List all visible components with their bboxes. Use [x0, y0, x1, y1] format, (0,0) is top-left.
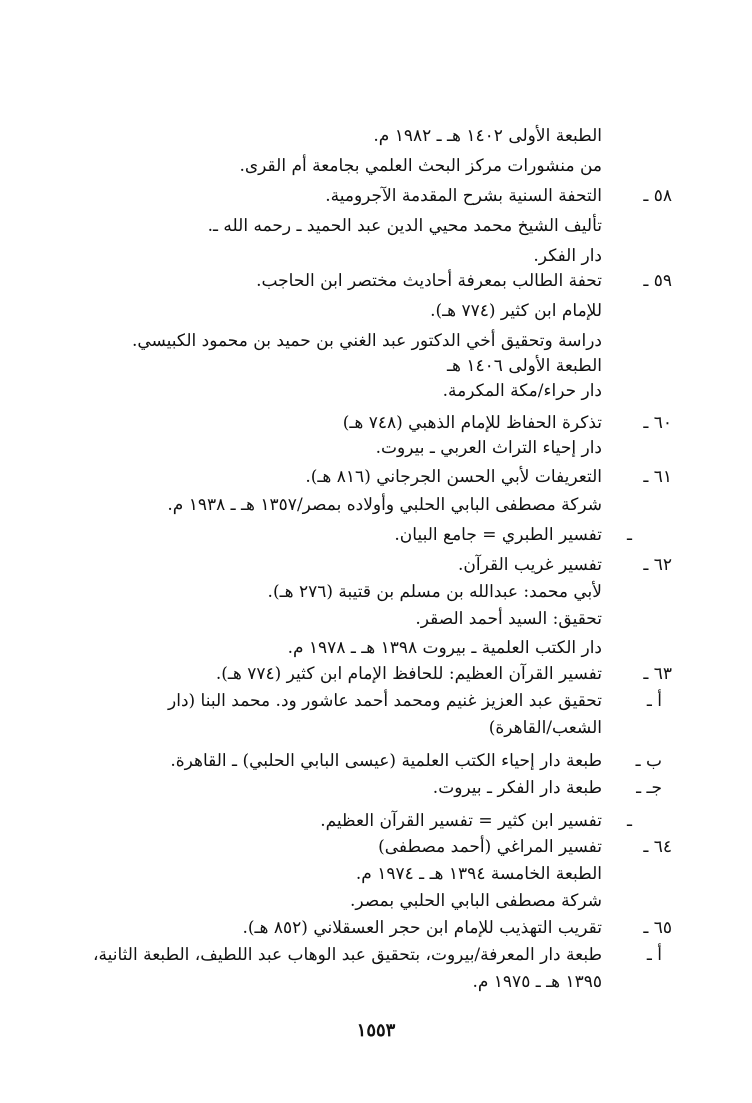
text-line: دار الكتب العلمية ـ بيروت ١٣٩٨ هـ ـ ١٩٧٨ م. — [287, 638, 602, 658]
text-line: تأليف الشيخ محمد محيي الدين عبد الحميد ـ رحمه الله ـ. — [207, 216, 602, 236]
entry-title: تفسير القرآن العظيم: للحافظ الإمام ابن كثير (٧٧٤ هـ). — [215, 664, 602, 684]
entry-number: ٦٥ ـ — [643, 918, 672, 938]
text-line: دراسة وتحقيق أخي الدكتور عبد الغني بن حميد بن محمود الكبيسي. — [131, 331, 602, 351]
text-line: دار حراء/مكة المكرمة. — [442, 381, 602, 401]
sub-item-marker: ب ـ — [635, 751, 662, 771]
text-line: ١٣٩٥ هـ ـ ١٩٧٥ م. — [472, 972, 602, 992]
entry-number: ٦٤ ـ — [643, 837, 672, 857]
sub-item-marker: أ ـ — [646, 691, 662, 711]
sub-item-text: طبعة دار المعرفة/بيروت، بتحقيق عبد الوهاب عبد اللطيف، الطبعة الثانية، — [93, 945, 602, 965]
text-line: الشعب/القاهرة) — [488, 718, 602, 738]
sub-item-text: تحقيق عبد العزيز غنيم ومحمد أحمد عاشور ود. محمد البنا (دار — [168, 691, 602, 711]
sub-item-text: طبعة دار إحياء الكتب العلمية (عيسى البابي الحلبي) ـ القاهرة. — [170, 751, 602, 771]
text-line: من منشورات مركز البحث العلمي بجامعة أم القرى. — [239, 156, 602, 176]
entry-title: تفسير غريب القرآن. — [457, 555, 602, 575]
cross-reference: تفسير الطبري = جامع البيان. — [394, 525, 602, 545]
entry-number: ٦٣ ـ — [643, 664, 672, 684]
cross-reference: تفسير ابن كثير = تفسير القرآن العظيم. — [320, 811, 602, 831]
entry-number: ٦١ ـ — [643, 467, 672, 487]
text-line: الطبعة الخامسة ١٣٩٤ هـ ـ ١٩٧٤ م. — [355, 864, 602, 884]
entry-title: التعريفات لأبي الحسن الجرجاني (٨١٦ هـ). — [305, 467, 602, 487]
text-line: شركة مصطفى البابي الحلبي بمصر. — [349, 891, 602, 911]
text-line: دار إحياء التراث العربي ـ بيروت. — [375, 438, 602, 458]
entry-number: ٥٨ ـ — [643, 186, 672, 206]
entry-title: تذكرة الحفاظ للإمام الذهبي (٧٤٨ هـ) — [342, 413, 602, 433]
entry-dash: ـ — [627, 525, 632, 545]
entry-title: تقريب التهذيب للإمام ابن حجر العسقلاني (٨٥٢ هـ). — [242, 918, 602, 938]
text-line: الطبعة الأولى ١٤٠٦ هـ — [447, 356, 602, 376]
sub-item-marker: جـ ـ — [636, 778, 662, 798]
entry-number: ٦٢ ـ — [643, 555, 672, 575]
entry-number: ٦٠ ـ — [643, 413, 672, 433]
text-line: لأبي محمد: عبدالله بن مسلم بن قتيبة (٢٧٦ هـ). — [267, 582, 602, 602]
text-line: شركة مصطفى البابي الحلبي وأولاده بمصر/١٣٥٧ هـ ـ ١٩٣٨ م. — [167, 495, 602, 515]
entry-title: تفسير المراغي (أحمد مصطفى) — [378, 837, 602, 857]
entry-title: تحفة الطالب بمعرفة أحاديث مختصر ابن الحاجب. — [256, 271, 602, 291]
text-line: تحقيق: السيد أحمد الصقر. — [415, 609, 602, 629]
text-line: للإمام ابن كثير (٧٧٤ هـ). — [430, 301, 602, 321]
sub-item-marker: أ ـ — [646, 945, 662, 965]
sub-item-text: طبعة دار الفكر ـ بيروت. — [432, 778, 602, 798]
entry-dash: ـ — [627, 811, 632, 831]
entry-title: التحفة السنية بشرح المقدمة الآجرومية. — [325, 186, 602, 206]
text-line: دار الفكر. — [533, 246, 602, 266]
page-number: ١٥٥٣ — [356, 1020, 396, 1041]
entry-number: ٥٩ ـ — [643, 271, 672, 291]
text-line: الطبعة الأولى ١٤٠٢ هـ ـ ١٩٨٢ م. — [373, 126, 602, 146]
